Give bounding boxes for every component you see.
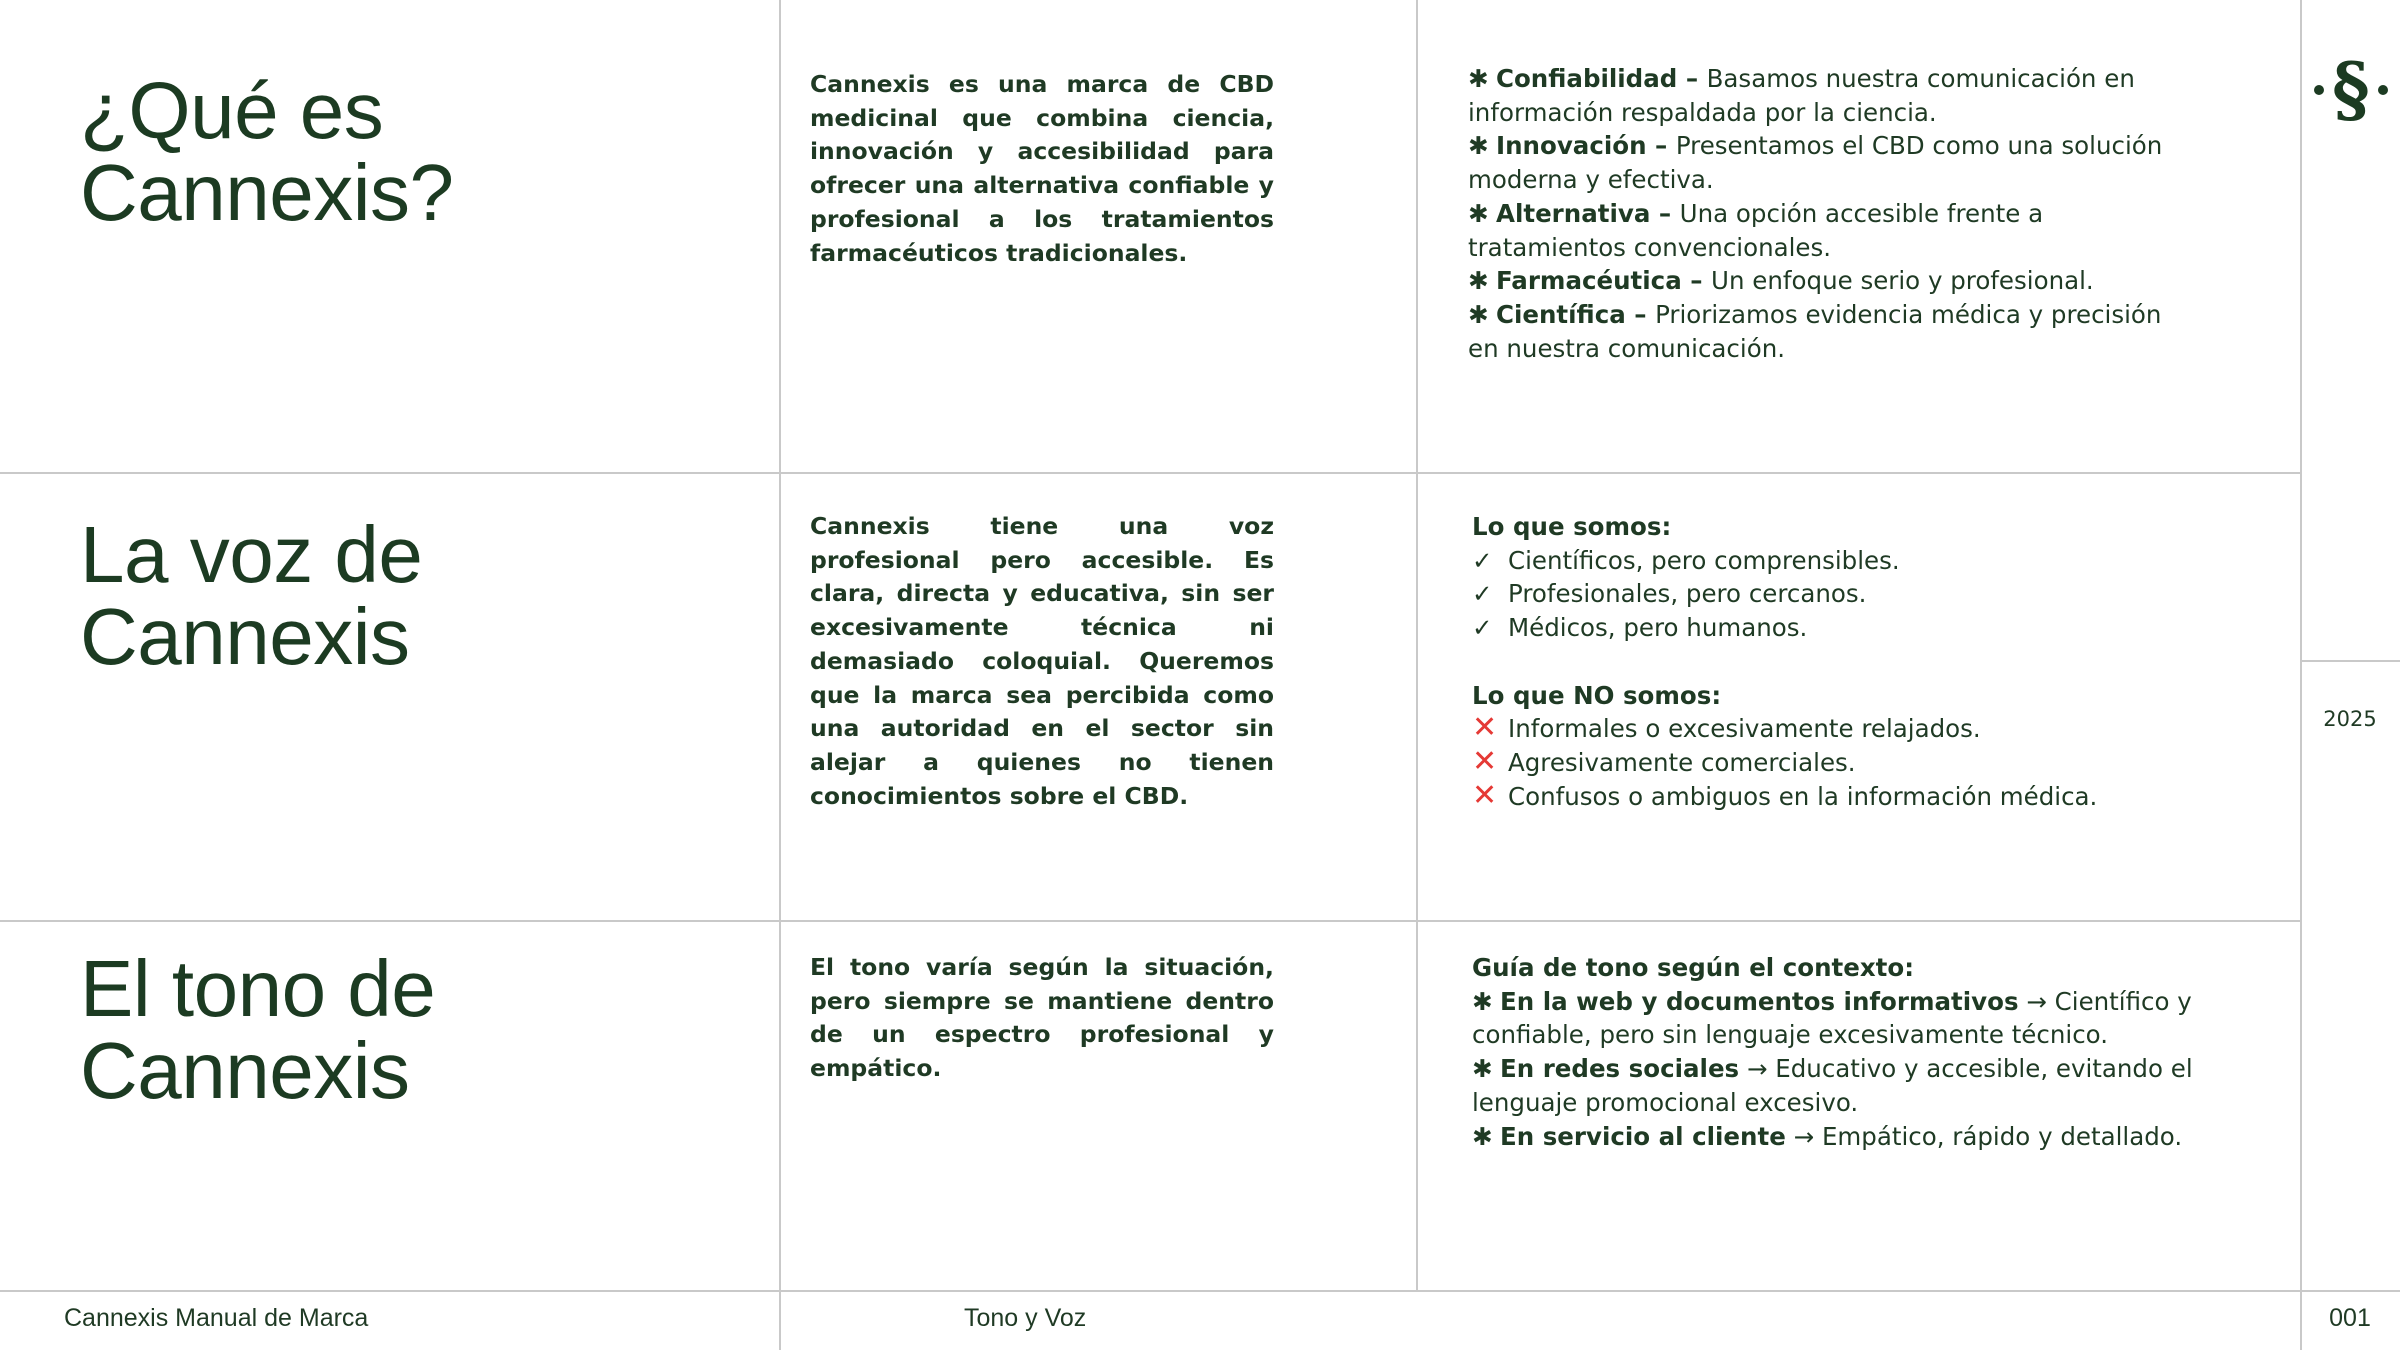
asterisk-icon: ✱ bbox=[1472, 1121, 1493, 1151]
check-icon: ✓ bbox=[1472, 579, 1493, 609]
section-title-voice bbox=[80, 510, 423, 681]
list-item: ✱ En la web y documentos informativos → Científico y confiable, pero sin lenguaje excesivamente técnico. bbox=[1472, 986, 2192, 1050]
section-sign-logo-icon bbox=[2313, 50, 2389, 126]
list-item: ✱ En redes sociales → Educativo y accesible, evitando el lenguaje promocional excesivo. bbox=[1472, 1054, 2193, 1117]
list-item: ✕ Agresivamente comerciales. bbox=[1472, 743, 1856, 779]
year-label: 2025 bbox=[2323, 707, 2377, 731]
list-spacer bbox=[1472, 645, 2202, 679]
footer-brand: Cannexis Manual de Marca bbox=[64, 1304, 369, 1332]
cross-icon: ✕ bbox=[1472, 777, 1498, 813]
list-item: ✱ Alternativa – Una opción accesible frente a tratamientos convencionales. bbox=[1468, 198, 2044, 262]
title-line: La voz de bbox=[80, 510, 423, 599]
cross-icon: ✕ bbox=[1472, 710, 1498, 746]
footer-section: Tono y Voz bbox=[964, 1304, 1087, 1332]
grid-divider-1 bbox=[779, 0, 781, 1350]
grid-divider-3 bbox=[2300, 0, 2302, 1350]
list-item: ✓ Profesionales, pero cercanos. bbox=[1472, 577, 2202, 611]
grid-divider-2 bbox=[1416, 0, 1418, 1291]
list-item: ✱ En servicio al cliente → Empático, rápido y detallado. bbox=[1472, 1120, 2202, 1154]
title-line: Cannexis bbox=[80, 1026, 410, 1115]
asterisk-icon: ✱ bbox=[1468, 198, 1489, 228]
list-item: ✱ Innovación – Presentamos el CBD como una solución moderna y efectiva. bbox=[1468, 131, 2163, 195]
check-icon: ✓ bbox=[1472, 545, 1493, 575]
voice-list bbox=[1472, 510, 2202, 813]
section-description-tone: El tono varía según la situación, pero siempre se mantiene dentro de un espectro profesional y empático. bbox=[810, 953, 1274, 1083]
arrow-icon: → bbox=[1746, 1054, 1768, 1084]
list-item: ✕ Confusos o ambiguos en la información médica. bbox=[1472, 777, 2098, 813]
asterisk-icon: ✱ bbox=[1468, 299, 1489, 329]
list-item: ✱ Confiabilidad – Basamos nuestra comunicación en información respaldada por la ciencia. bbox=[1468, 64, 2135, 127]
title-line: ¿Qué es bbox=[80, 66, 384, 155]
list-item: ✱ Farmacéutica – Un enfoque serio y profesional. bbox=[1468, 264, 2198, 298]
section-title-what-is bbox=[80, 66, 454, 237]
asterisk-icon: ✱ bbox=[1472, 986, 1493, 1016]
guide-heading: Guía de tono según el contexto: bbox=[1472, 953, 1915, 982]
footer-divider bbox=[0, 1290, 2400, 1292]
list-item: ✱ Científica – Priorizamos evidencia médica y precisión en nuestra comunicación. bbox=[1468, 299, 2162, 363]
list-item: ✓ Científicos, pero comprensibles. bbox=[1472, 544, 2202, 578]
tone-guide-list bbox=[1472, 951, 2202, 1153]
list-item: ✕ Informales o excesivamente relajados. bbox=[1472, 710, 1981, 746]
are-not-heading: Lo que NO somos: bbox=[1472, 680, 1722, 710]
title-line: Cannexis? bbox=[80, 148, 454, 237]
section-title-tone bbox=[80, 944, 436, 1115]
svg-text:§: § bbox=[2332, 50, 2370, 126]
list-item: ✓ Médicos, pero humanos. bbox=[1472, 611, 2202, 645]
title-line: Cannexis bbox=[80, 592, 410, 681]
are-heading: Lo que somos: bbox=[1472, 512, 1672, 541]
section-description-voice: Cannexis tiene una voz profesional pero accesible. Es clara, directa y educativa, sin ser excesivamente técnica ni demasiado coloquial. Queremos que la marca sea percibida como una autoridad en el sector sin alejar a quienes no tienen conocimientos sobre el CBD. bbox=[810, 512, 1274, 810]
asterisk-icon: ✱ bbox=[1468, 64, 1489, 93]
arrow-icon: → bbox=[2026, 986, 2047, 1016]
arrow-icon: → bbox=[1793, 1121, 1815, 1151]
row-divider-2 bbox=[0, 920, 2300, 922]
asterisk-icon: ✱ bbox=[1468, 266, 1489, 296]
title-line: El tono de bbox=[80, 944, 436, 1033]
sidebar-divider bbox=[2300, 660, 2400, 662]
values-list bbox=[1468, 62, 2198, 365]
section-description-what-is: Cannexis es una marca de CBD medicinal que combina ciencia, innovación y accesibilidad para ofrecer una alternativa confiable y profesional a los tratamientos farmacéuticos tradicionales. bbox=[810, 70, 1274, 267]
asterisk-icon: ✱ bbox=[1468, 131, 1489, 161]
check-icon: ✓ bbox=[1472, 613, 1493, 643]
row-divider-1 bbox=[0, 472, 2300, 474]
cross-icon: ✕ bbox=[1472, 743, 1498, 779]
page-number: 001 bbox=[2329, 1304, 2371, 1332]
asterisk-icon: ✱ bbox=[1472, 1054, 1493, 1084]
